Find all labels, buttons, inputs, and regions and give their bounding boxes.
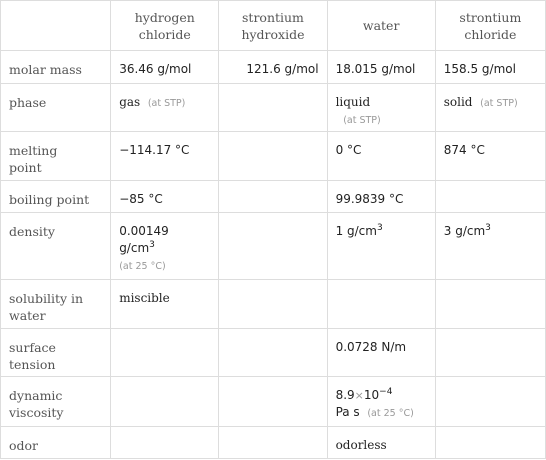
row-label-density: density <box>1 213 111 280</box>
cell-srcl-density: 3 $g/cm^3$ <box>435 213 545 280</box>
row-label-boiling-point: boiling point <box>1 181 111 213</box>
cell-hcl-melting-point: −114.17 °C <box>111 132 219 181</box>
table-row <box>1 51 546 84</box>
cell-water-density: 1 $g/cm^3$ <box>327 213 435 280</box>
table-row <box>1 329 546 377</box>
cell-water-molar-mass: 18.015 g/mol <box>327 51 435 84</box>
cell-sroh-solubility <box>219 280 327 329</box>
header-hydrogen-chloride: hydrogen chloride <box>111 1 219 51</box>
cell-water-odor: odorless <box>327 427 435 459</box>
cell-water-melting-point: 0 °C <box>327 132 435 181</box>
table-row <box>1 377 546 427</box>
header-strontium-hydroxide: strontium hydroxide <box>219 1 327 51</box>
cell-water-viscosity: $8.9\times 10^{-4}$ Pa s (at 25 °C) <box>327 377 435 427</box>
cell-hcl-odor <box>111 427 219 459</box>
cell-srcl-boiling-point <box>435 181 545 213</box>
cell-water-surface-tension: 0.0728 N/m <box>327 329 435 377</box>
row-label-melting-point: melting point <box>1 132 111 181</box>
cell-srcl-melting-point: 874 °C <box>435 132 545 181</box>
row-label-odor: odor <box>1 427 111 459</box>
cell-hcl-surface-tension <box>111 329 219 377</box>
row-label-solubility: solubility in water <box>1 280 111 329</box>
cell-water-phase: liquid (at STP) <box>327 84 435 132</box>
cell-srcl-molar-mass: 158.5 g/mol <box>435 51 545 84</box>
header-strontium-chloride: strontium chloride <box>435 1 545 51</box>
cell-hcl-viscosity <box>111 377 219 427</box>
cell-sroh-odor <box>219 427 327 459</box>
corner-cell <box>1 1 111 51</box>
cell-hcl-phase: gas (at STP) <box>111 84 219 132</box>
table-row <box>1 132 546 181</box>
cell-srcl-viscosity <box>435 377 545 427</box>
row-label-surface-tension: surface tension <box>1 329 111 377</box>
cell-water-solubility <box>327 280 435 329</box>
cell-hcl-molar-mass: 36.46 g/mol <box>111 51 219 84</box>
row-label-phase: phase <box>1 84 111 132</box>
cell-srcl-phase: solid (at STP) <box>435 84 545 132</box>
row-label-viscosity: dynamic viscosity <box>1 377 111 427</box>
row-label-molar-mass: molar mass <box>1 51 111 84</box>
table-row <box>1 84 546 132</box>
cell-sroh-viscosity <box>219 377 327 427</box>
table-row <box>1 213 546 280</box>
cell-hcl-density: 0.00149 $g/cm^3$ (at 25 °C) <box>111 213 219 280</box>
cell-srcl-solubility <box>435 280 545 329</box>
cell-sroh-melting-point <box>219 132 327 181</box>
cell-water-boiling-point: 99.9839 °C <box>327 181 435 213</box>
cell-hcl-boiling-point: −85 °C <box>111 181 219 213</box>
cell-sroh-molar-mass: 121.6 g/mol <box>219 51 327 84</box>
cell-hcl-solubility: miscible <box>111 280 219 329</box>
cell-srcl-surface-tension <box>435 329 545 377</box>
cell-srcl-odor <box>435 427 545 459</box>
table-row <box>1 427 546 459</box>
cell-sroh-boiling-point <box>219 181 327 213</box>
cell-sroh-surface-tension <box>219 329 327 377</box>
header-row <box>1 1 546 51</box>
cell-sroh-density <box>219 213 327 280</box>
table-row <box>1 181 546 213</box>
cell-sroh-phase <box>219 84 327 132</box>
table-row <box>1 280 546 329</box>
header-water: water <box>327 1 435 51</box>
